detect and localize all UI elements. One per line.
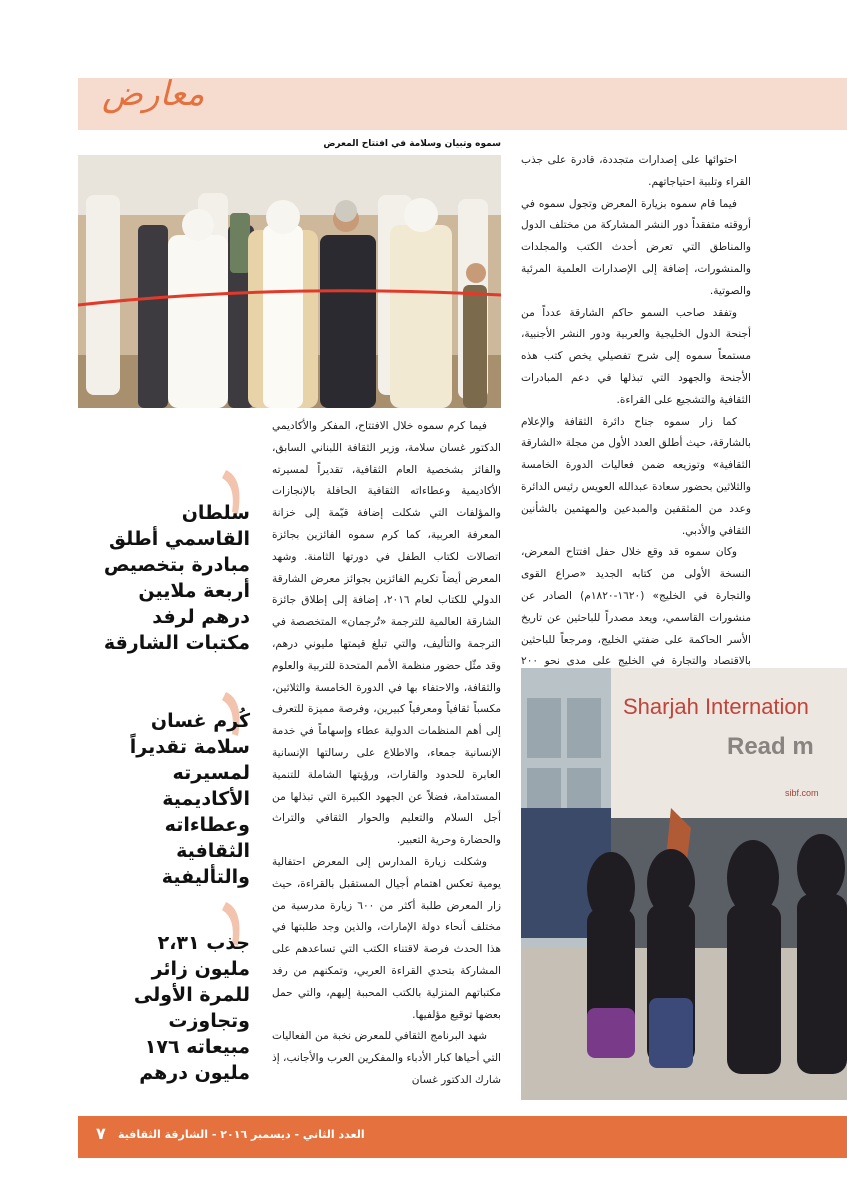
paragraph: وشكلت زيارة المدارس إلى المعرض احتفالية يومية تعكس اهتمام أجيال المستقبل بالقراءة، حيث زار المعرض طلبة أكثر من ٦٠٠ زيارة مدرسية من مختلف أنحاء دولة الإمارات، والذين وجد طلبتها في هذا الحدث فرصة لاقتناء الكتب التي تساعدهم على المشاركة بتحدي القراءة العربي، وتمكنهم من رفد مكتباتهم المنزلية بالكتب المحببة إليهم، والتي حمل بعضها توقيع مؤلفيها. xyxy=(272,855,502,1021)
footer-issue-text: العدد الثاني - ديسمبر ٢٠١٦ - الشارقة الثقافية xyxy=(118,1128,365,1141)
paragraph: شهد البرنامج الثقافي للمعرض نخبة من الفعاليات التي أحياها كبار الأدباء والمفكرين العرب والأجانب، إذ شارك الدكتور غسان xyxy=(272,1030,501,1086)
paragraph: كما زار سموه جناح دائرة الثقافة والإعلام بالشارقة، حيث أطلق العدد الأول من مجلة «الشارقة الثقافية» وتوزيعه ضمن فعاليات الدورة الخامسة والثلاثين بحضور سعادة عبدالله العويس رئيس الدائرة وعدد من المثقفين والمبدعين والمهتمين بالشأنين الثقافي والأدبي. xyxy=(521,415,751,537)
article-column-middle xyxy=(272,416,501,1092)
paragraph: فيما قام سموه بزيارة المعرض وتجول سموه في أروقته متفقداً دور النشر المشاركة من مختلف الدول والمناطق التي تعرض أحدث الكتب والمجلدات والمنشورات، إضافة إلى الإصدارات العلمية المرئية والصوتية. xyxy=(521,197,751,297)
section-title: معارض xyxy=(102,74,205,114)
page-number: ٧ xyxy=(96,1124,106,1143)
paragraph: احتوائها على إصدارات متجددة، قادرة على جذب القراء وتلبية احتياجاتهم. xyxy=(521,154,751,188)
pull-quote: سلطان القاسمي أطلق مبادرة بتخصيص أربعة ملايين درهم لرفد مكتبات الشارقة xyxy=(103,502,250,654)
url-text: sibf.com xyxy=(785,788,819,798)
paragraph: فيما كرم سموه خلال الافتتاح، المفكر والأكاديمي الدكتور غسان سلامة، وزير الثقافة اللبناني السابق، والفائز بشخصية العام الثقافية، تقديراً لمسيرته الأكاديمية وعطاءاته الثقافية الحافلة بالإنجازات والمؤلفات التي شكلت إضافة قيّمة إلى خزانة المعرفة العربية، كما كرم سموه الفائزين بجائزة اتصالات لكتاب الطفل في دورتها الثامنة. وشهد المعرض أيضاً تكريم الفائزين بجوائز معرض الشارقة الدولي للكتاب لعام ٢٠١٦، إضافة إلى إطلاق جائزة الشارقة العالمية للترجمة «تُرجمان» المتخصصة في الترجمة والتأليف، والتي تبلغ قيمتها مليوني درهم، وقد مثّل حضور منظمة الأمم المتحدة للتربية والعلوم والثقافة، والاحتفاء بها في الدورة الخامسة والثلاثين، مكسباً ثقافياً ومعرفياً كبيرين، وفرصة مميزة للتعرف إلى أهم المنظمات الدولية عطاء وإسهاماً في خدمة الإنسانية جمعاء، والاطلاع على رسالتها الإنسانية العابرة للحدود والقارات، ورؤيتها الشاملة للتنمية المستدامة، فضلاً عن الجهود الكبيرة التي تبذلها من أجل السلام والتعليم والحوار الثقافي والتراث والحضارة وحرية التعبير. xyxy=(272,420,501,847)
article-column-right xyxy=(521,150,751,695)
pull-quote: جذب ٢،٣١ مليون زائر للمرة الأولى وتجاوزت مبيعاته ١٧٦ مليون درهم xyxy=(133,932,250,1084)
sign-text: Sharjah Internation xyxy=(623,694,809,719)
paragraph: وتفقد صاحب السمو حاكم الشارقة عدداً من أجنحة الدول الخليجية والعربية ودور النشر الأجنبية، مستمعاً سموه إلى شرح تفصيلي يخص كتب هذه الأجنحة والجهود التي تبذلها في دعم المبادرات الثقافية والتشجيع على القراءة. xyxy=(521,306,751,406)
photo-caption: سموه وتبيان وسلامة في افتتاح المعرض xyxy=(323,139,501,149)
paragraph: وكان سموه قد وقع خلال حفل افتتاح المعرض، النسخة الأولى من كتابه الجديد «صراع القوى والتجارة في الخليج» (١٦٢٠-١٨٢٠م) الصادر عن منشورات القاسمي، ويعد مصدراً للباحثين عن تاريخ الأسر الحاكمة على ضفتي الخليج، ومرجعاً للباحثين بالاقتصاد والتجارة في الخليج على مدى نحو ٢٠٠ xyxy=(521,546,751,668)
sign-text: Read m xyxy=(727,733,814,760)
exhibition-entrance-photo xyxy=(521,668,847,1100)
ribbon-cutting-photo xyxy=(78,155,501,408)
pull-quote: كُرم غسان سلامة تقديراً لمسيرته الأكاديمية وعطاءاته الثقافية والتأليفية xyxy=(129,710,250,888)
